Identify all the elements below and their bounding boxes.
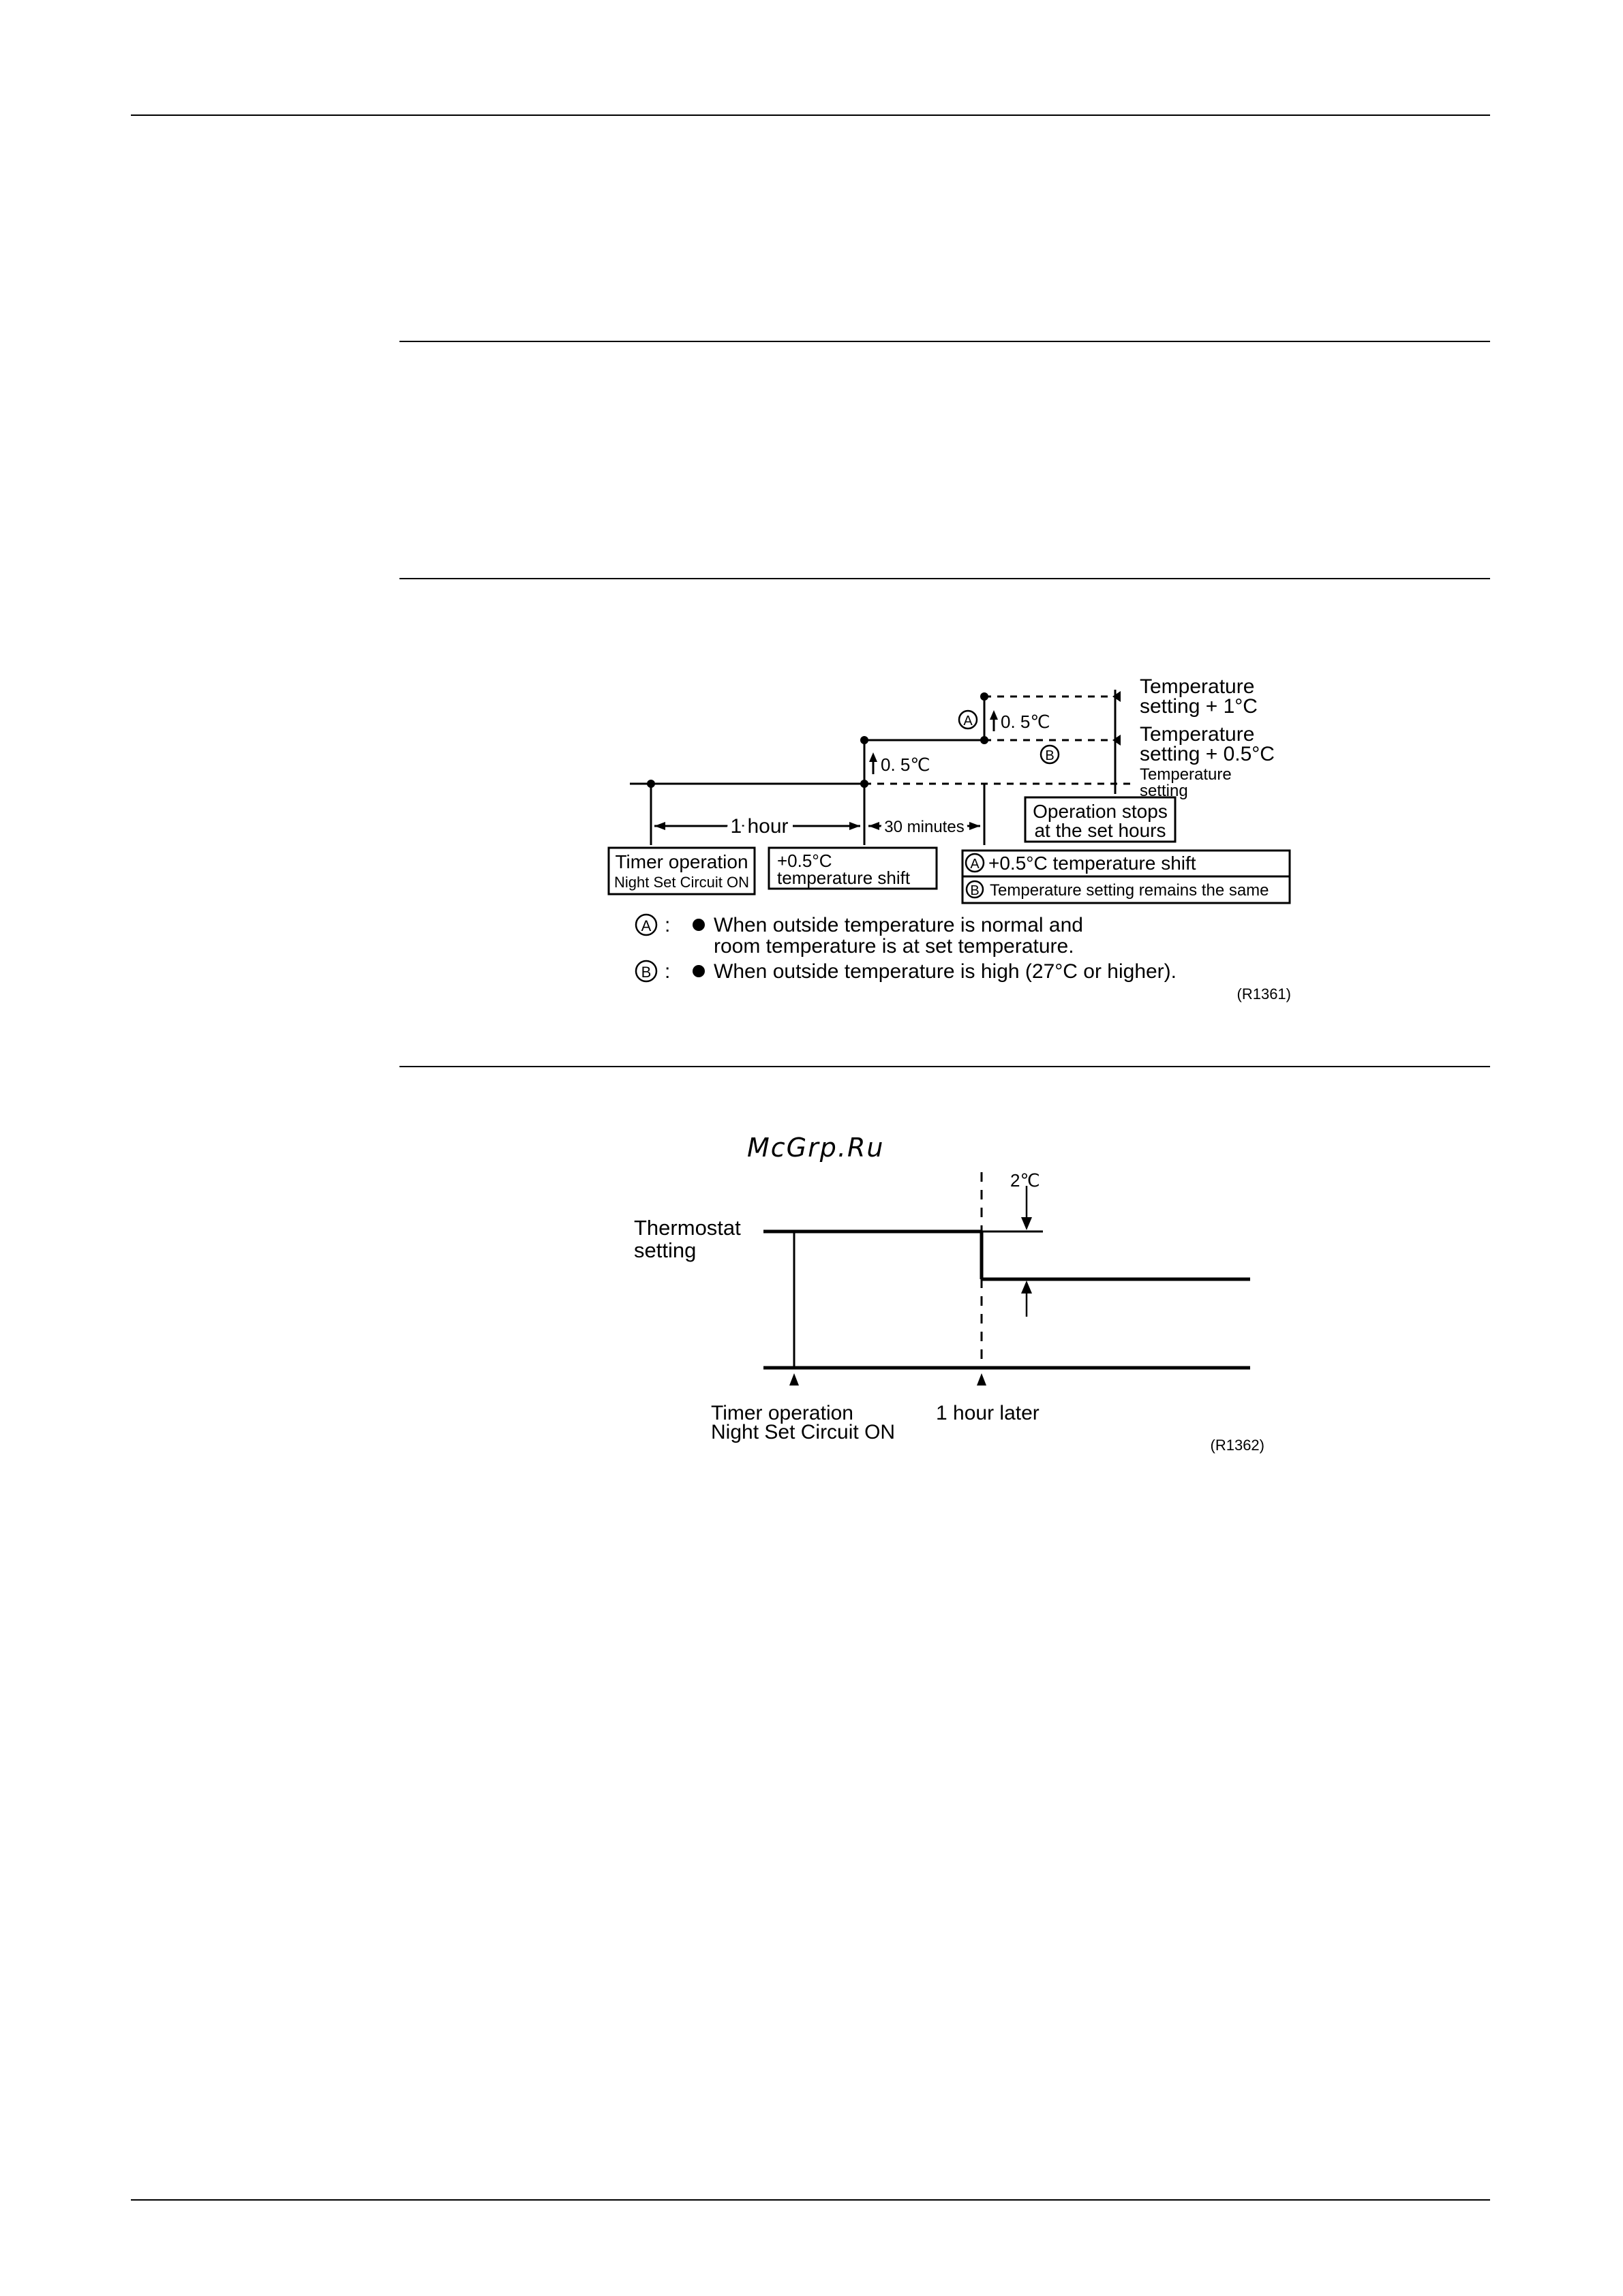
- legend-a-letter: A: [641, 917, 652, 934]
- timer-label-line2: Night Set Circuit ON: [711, 1421, 896, 1443]
- legend-a-line1: When outside temperature is normal and: [714, 914, 1083, 936]
- legend-b-line1: When outside temperature is high (27°C or higher).: [714, 960, 1177, 983]
- label-timer-line1: Timer operation: [615, 851, 748, 872]
- label-step-lower: 0. 5℃: [881, 754, 930, 775]
- label-temp-plus-05-line2: setting + 0.5°C: [1140, 743, 1275, 765]
- legend-b-colon: :: [665, 960, 671, 983]
- legend-a-colon: :: [665, 914, 671, 936]
- figure1-code: (R1361): [1237, 985, 1291, 1002]
- label-shift-line1: +0.5°C: [777, 851, 832, 871]
- delta-arrowhead-bottom: [1021, 1281, 1032, 1294]
- box-b-text: Temperature setting remains the same: [990, 881, 1269, 900]
- label-operation-stops-line1: Operation stops: [1033, 801, 1168, 822]
- timer-label-line1: Timer operation: [711, 1402, 853, 1424]
- marker-b-letter: B: [1045, 748, 1055, 763]
- legend-a-line2: room temperature is at set temperature.: [714, 935, 1074, 958]
- hour-marker: [977, 1373, 986, 1386]
- marker-a-letter: A: [963, 714, 973, 729]
- label-temp-plus-1-line1: Temperature: [1140, 675, 1255, 698]
- label-operation-stops-line2: at the set hours: [1034, 820, 1166, 841]
- label-step-upper: 0. 5℃: [1001, 711, 1050, 732]
- label-temp-plus-1-line2: setting + 1°C: [1140, 695, 1258, 718]
- label-one-hour: 1 hour: [730, 815, 789, 838]
- label-temp-setting-line1: Temperature: [1140, 765, 1232, 784]
- hour-later-label: 1 hour later: [936, 1402, 1040, 1424]
- delta-label: 2℃: [1010, 1170, 1040, 1191]
- box-a-text: +0.5°C temperature shift: [988, 853, 1196, 874]
- label-temp-setting-line2: setting: [1140, 782, 1188, 800]
- label-shift-line2: temperature shift: [777, 868, 911, 888]
- watermark: McGrp.Ru: [747, 1133, 885, 1163]
- thermostat-label-line2: setting: [634, 1238, 697, 1262]
- figure2-code: (R1362): [1210, 1437, 1264, 1454]
- label-temp-plus-05-line1: Temperature: [1140, 723, 1255, 746]
- delta-arrowhead-top: [1021, 1217, 1032, 1230]
- legend-b-letter: B: [641, 964, 652, 981]
- label-timer-line2: Night Set Circuit ON: [613, 874, 750, 891]
- timer-marker: [789, 1373, 799, 1386]
- box-b-letter: B: [970, 883, 980, 898]
- label-thirty-minutes: 30 minutes: [884, 818, 965, 836]
- thermostat-label-line1: Thermostat: [634, 1216, 741, 1240]
- box-a-letter: A: [970, 857, 980, 872]
- footer-rule: [131, 2199, 1490, 2201]
